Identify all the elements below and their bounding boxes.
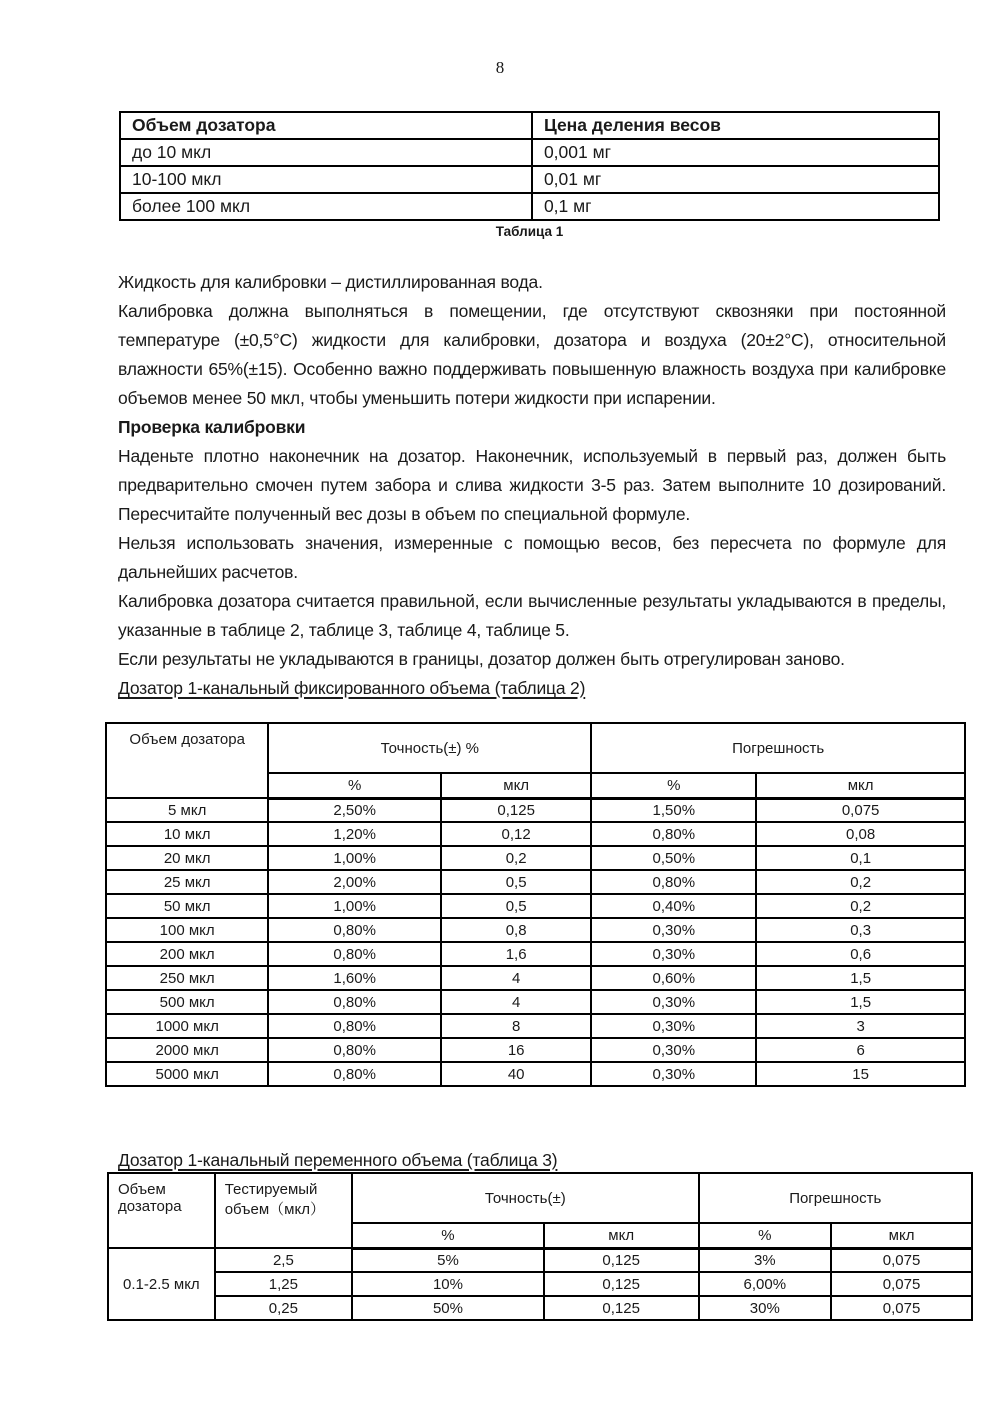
table-cell: 0,30% bbox=[591, 1014, 756, 1038]
table-cell: 0,2 bbox=[441, 846, 591, 870]
paragraph: Жидкость для калибровки – дистиллированная вода. bbox=[118, 272, 543, 292]
table-row bbox=[120, 139, 939, 166]
table-cell: 50 мкл bbox=[106, 894, 268, 918]
sub-header: % bbox=[268, 773, 441, 798]
table3-heading-wrap bbox=[118, 1146, 946, 1175]
column-header: Объем дозатора bbox=[106, 723, 268, 798]
paragraph: Калибровка дозатора считается правильной, если вычисленные результаты укладываются в пределы, указанные в таблице 2, таблице 3, таблице 4, таблице 5. bbox=[118, 591, 946, 640]
table-cell: 25 мкл bbox=[106, 870, 268, 894]
table-cell: 0,30% bbox=[591, 1038, 756, 1062]
table-cell: 50% bbox=[352, 1296, 544, 1320]
table-row bbox=[106, 894, 965, 918]
table-cell: 0,50% bbox=[591, 846, 756, 870]
table-cell: 0,1 мг bbox=[532, 193, 939, 220]
table-cell: более 100 мкл bbox=[120, 193, 532, 220]
table-cell: 0,60% bbox=[591, 966, 756, 990]
paragraph: Калибровка должна выполняться в помещении, где отсутствуют сквозняки при постоянной температуре (±0,5°С) жидкости для калибровки, дозатора и воздуха (20±2°С), относительной влажности 65%(±15). Особенно важно поддерживать повышенную влажность воздуха при калибровке объемов менее 50 мкл, чтобы уменьшить потери жидкости при испарении. bbox=[118, 301, 946, 408]
table-cell: 0,5 bbox=[441, 870, 591, 894]
table-cell: 0,40% bbox=[591, 894, 756, 918]
paragraph: Нельзя использовать значения, измеренные с помощью весов, без пересчета по формуле для дальнейших расчетов. bbox=[118, 533, 946, 582]
table2-section bbox=[105, 722, 966, 1087]
table-cell: 5 мкл bbox=[106, 798, 268, 822]
sub-header: % bbox=[591, 773, 756, 798]
table-cell: до 10 мкл bbox=[120, 139, 532, 166]
table-cell: 0,125 bbox=[544, 1272, 699, 1296]
table-cell: 0,80% bbox=[268, 990, 441, 1014]
table-cell: 1,5 bbox=[756, 966, 965, 990]
table-cell: 1,6 bbox=[441, 942, 591, 966]
table-cell: 0,075 bbox=[831, 1296, 972, 1320]
table-cell: 1,20% bbox=[268, 822, 441, 846]
table1-caption: Таблица 1 bbox=[495, 224, 564, 239]
table-cell: 0,6 bbox=[756, 942, 965, 966]
table-row bbox=[106, 846, 965, 870]
table-cell: 0,80% bbox=[268, 918, 441, 942]
table-cell: 200 мкл bbox=[106, 942, 268, 966]
table-cell: 6,00% bbox=[699, 1272, 832, 1296]
table-cell: 0,12 bbox=[441, 822, 591, 846]
table3-heading: Дозатор 1-канальный переменного объема (таблица 3) bbox=[118, 1150, 558, 1170]
table-cell: 10-100 мкл bbox=[120, 166, 532, 193]
table-cell: 0,125 bbox=[544, 1248, 699, 1272]
sub-header: мкл bbox=[544, 1223, 699, 1248]
table-row bbox=[108, 1272, 972, 1296]
table-cell: 250 мкл bbox=[106, 966, 268, 990]
table-cell: 1,60% bbox=[268, 966, 441, 990]
table-row bbox=[106, 822, 965, 846]
sub-header: мкл bbox=[831, 1223, 972, 1248]
table1-header-cell: Объем дозатора bbox=[120, 112, 532, 139]
table-cell: 2000 мкл bbox=[106, 1038, 268, 1062]
table-cell: 0,125 bbox=[441, 798, 591, 822]
table3 bbox=[107, 1172, 973, 1321]
column-header: Тестируемый объем（мкл） bbox=[215, 1173, 352, 1248]
table-cell: 20 мкл bbox=[106, 846, 268, 870]
table-cell: 0,075 bbox=[756, 798, 965, 822]
table-cell: 1,50% bbox=[591, 798, 756, 822]
table-row bbox=[120, 193, 939, 220]
table-cell: 0,80% bbox=[268, 1038, 441, 1062]
table1-section bbox=[119, 111, 940, 239]
table-cell: 0,1 bbox=[756, 846, 965, 870]
table-row bbox=[106, 942, 965, 966]
table-row bbox=[108, 1296, 972, 1320]
table-cell: 0,80% bbox=[591, 870, 756, 894]
table-cell: 0,08 bbox=[756, 822, 965, 846]
table-row bbox=[108, 1248, 972, 1272]
table-row bbox=[106, 1038, 965, 1062]
table-row bbox=[106, 966, 965, 990]
table-row bbox=[106, 870, 965, 894]
column-header: Объем дозатора bbox=[108, 1173, 215, 1248]
table-cell: 5% bbox=[352, 1248, 544, 1272]
table-header-row bbox=[120, 112, 939, 139]
table-cell: 0,2 bbox=[756, 870, 965, 894]
table-header-row bbox=[106, 723, 965, 773]
table-cell: 100 мкл bbox=[106, 918, 268, 942]
table-row bbox=[106, 798, 965, 822]
table-cell: 1,00% bbox=[268, 846, 441, 870]
column-group-header: Точность(±) % bbox=[268, 723, 591, 773]
sub-header: мкл bbox=[756, 773, 965, 798]
table-row bbox=[106, 1014, 965, 1038]
table-cell: 1,5 bbox=[756, 990, 965, 1014]
table-cell: 0,80% bbox=[268, 1014, 441, 1038]
table-cell: 0,5 bbox=[441, 894, 591, 918]
table-row bbox=[106, 1062, 965, 1086]
table-cell: 0,80% bbox=[268, 1062, 441, 1086]
table-cell: 0,3 bbox=[756, 918, 965, 942]
table-cell: 0,30% bbox=[591, 1062, 756, 1086]
table-cell: 1000 мкл bbox=[106, 1014, 268, 1038]
table-cell: 15 bbox=[756, 1062, 965, 1086]
paragraph: Если результаты не укладываются в границы, дозатор должен быть отрегулирован заново. bbox=[118, 649, 845, 669]
body-text bbox=[118, 268, 946, 703]
paragraph: Наденьте плотно наконечник на дозатор. Наконечник, используемый в первый раз, должен быть предварительно смочен путем забора и слива жидкости 3-5 раз. Затем выполните 10 дозирований. Пересчитайте полученный вес дозы в объем по специальной формуле. bbox=[118, 446, 946, 524]
table-cell: 2,00% bbox=[268, 870, 441, 894]
column-group-header: Точность(±) bbox=[352, 1173, 698, 1223]
table-row bbox=[120, 166, 939, 193]
table-cell: 10% bbox=[352, 1272, 544, 1296]
column-group-header: Погрешность bbox=[699, 1173, 972, 1223]
column-group-header: Погрешность bbox=[591, 723, 965, 773]
page-number: 8 bbox=[495, 58, 505, 77]
table-header-row bbox=[108, 1173, 972, 1223]
table-cell: 40 bbox=[441, 1062, 591, 1086]
table-cell: 0,30% bbox=[591, 918, 756, 942]
table-cell: 1,25 bbox=[215, 1272, 352, 1296]
sub-header: мкл bbox=[441, 773, 591, 798]
table2-heading: Дозатор 1-канальный фиксированного объема (таблица 2) bbox=[118, 678, 586, 698]
table1-header-cell: Цена деления весов bbox=[532, 112, 939, 139]
table-cell: 0,075 bbox=[831, 1248, 972, 1272]
table-cell: 0,80% bbox=[268, 942, 441, 966]
table-cell: 0,2 bbox=[756, 894, 965, 918]
table2 bbox=[105, 722, 966, 1087]
table-cell: 500 мкл bbox=[106, 990, 268, 1014]
table-cell: 30% bbox=[699, 1296, 832, 1320]
table-cell: 10 мкл bbox=[106, 822, 268, 846]
table3-section bbox=[107, 1172, 973, 1321]
table-cell: 0,30% bbox=[591, 942, 756, 966]
table-cell: 16 bbox=[441, 1038, 591, 1062]
table-cell: 0,001 мг bbox=[532, 139, 939, 166]
table-row bbox=[106, 918, 965, 942]
table-cell: 0,30% bbox=[591, 990, 756, 1014]
table-cell: 0,125 bbox=[544, 1296, 699, 1320]
table-cell: 6 bbox=[756, 1038, 965, 1062]
table-row bbox=[106, 990, 965, 1014]
table-cell: 0,01 мг bbox=[532, 166, 939, 193]
table-cell: 8 bbox=[441, 1014, 591, 1038]
table1 bbox=[119, 111, 940, 221]
table-cell: 3% bbox=[699, 1248, 832, 1272]
range-cell: 0.1-2.5 мкл bbox=[108, 1248, 215, 1320]
sub-header: % bbox=[352, 1223, 544, 1248]
table-cell: 0,25 bbox=[215, 1296, 352, 1320]
table-cell: 1,00% bbox=[268, 894, 441, 918]
table-cell: 3 bbox=[756, 1014, 965, 1038]
table-cell: 0,075 bbox=[831, 1272, 972, 1296]
table-cell: 2,5 bbox=[215, 1248, 352, 1272]
table-cell: 0,80% bbox=[591, 822, 756, 846]
table-cell: 4 bbox=[441, 990, 591, 1014]
table-cell: 4 bbox=[441, 966, 591, 990]
table-cell: 0,8 bbox=[441, 918, 591, 942]
sub-header: % bbox=[699, 1223, 832, 1248]
table-cell: 2,50% bbox=[268, 798, 441, 822]
section-heading: Проверка калибровки bbox=[118, 417, 306, 437]
table-cell: 5000 мкл bbox=[106, 1062, 268, 1086]
